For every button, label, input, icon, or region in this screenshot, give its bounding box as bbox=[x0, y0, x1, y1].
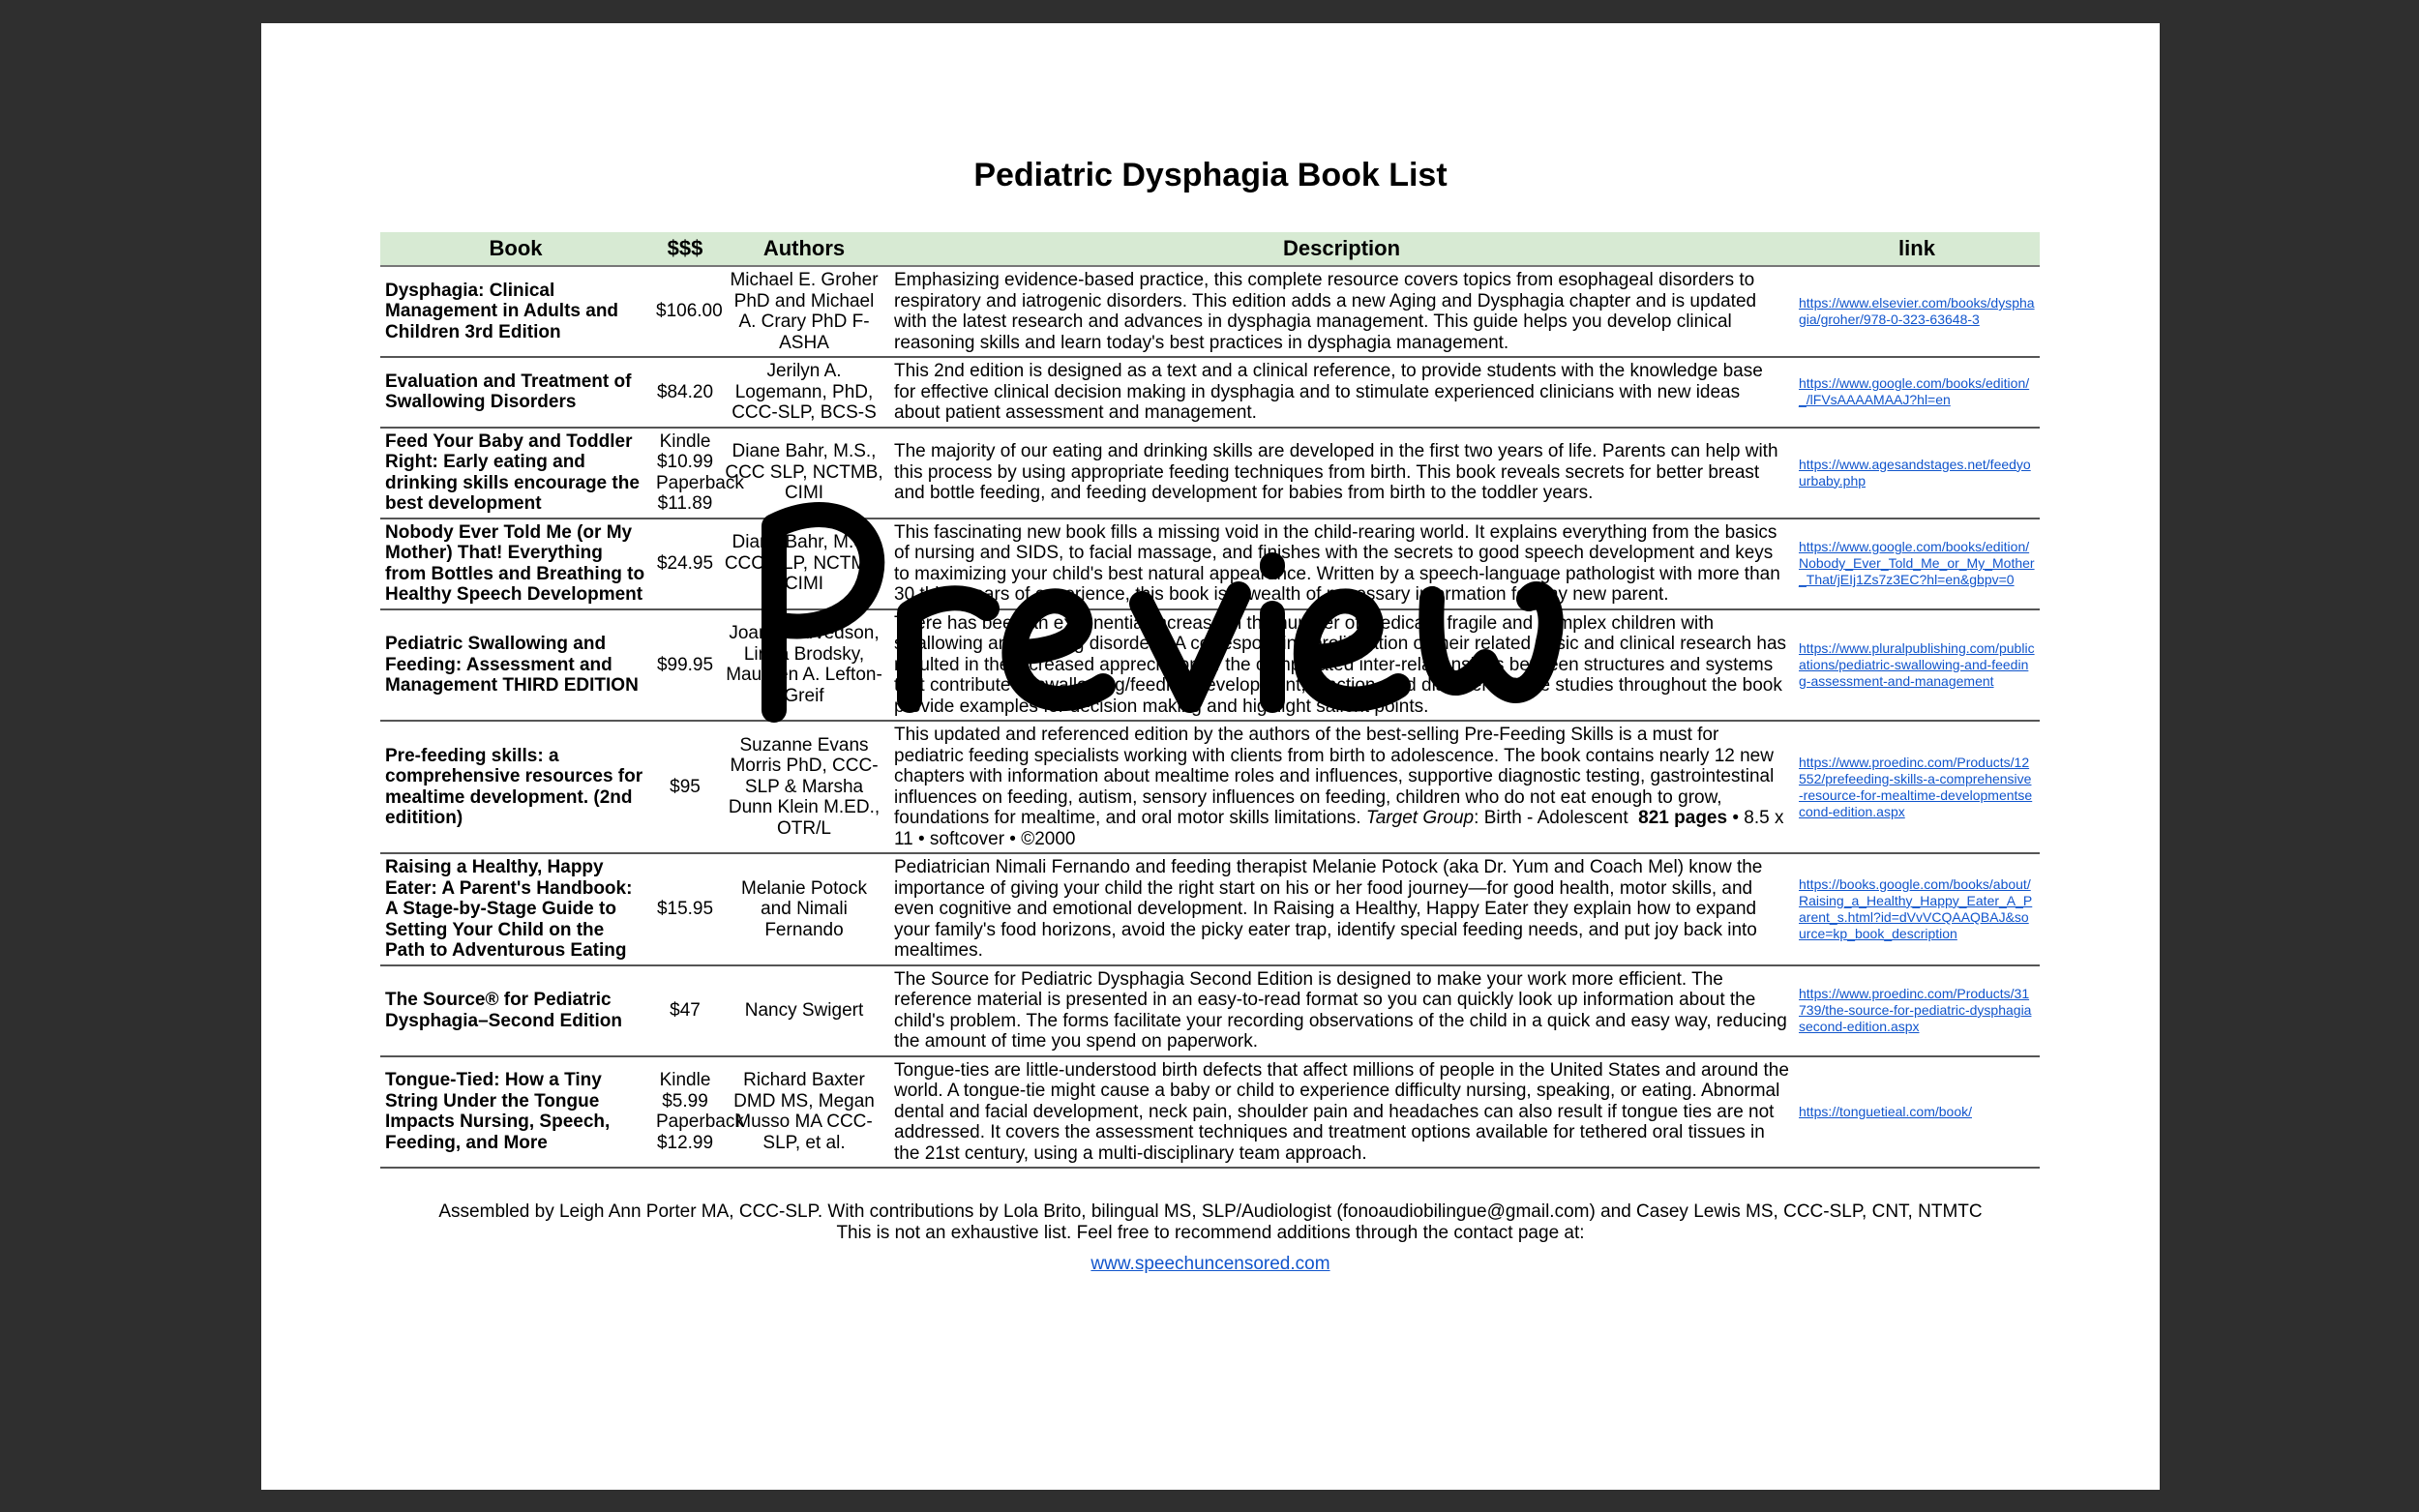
book-price: Kindle $10.99 Paperback $11.89 bbox=[651, 428, 719, 519]
table-row bbox=[380, 609, 2040, 722]
book-link-cell bbox=[1794, 519, 2040, 609]
book-authors: Richard Baxter DMD MS, Megan Musso MA CCC-SLP, et al. bbox=[719, 1056, 889, 1169]
book-link-cell bbox=[1794, 428, 2040, 519]
header-book: Book bbox=[380, 232, 651, 266]
book-link[interactable]: https://www.google.com/books/edition/Nobody_Ever_Told_Me_or_My_Mother_That/jEIj1Zs7z3EC?hl=en&gbpv=0 bbox=[1799, 539, 2035, 587]
book-description: Emphasizing evidence-based practice, this complete resource covers topics from esophageal disorders to respiratory and iatrogenic disorders. This edition adds a new Aging and Dysphagia chapter and is updated with the latest research and advances in dysphagia management. This guide helps you develop clinical reasoning skills and learn today's best practices in dysphagia management. bbox=[889, 266, 1794, 357]
book-title: Feed Your Baby and Toddler Right: Early eating and drinking skills encourage the best development bbox=[380, 428, 651, 519]
book-link[interactable]: https://books.google.com/books/about/Raising_a_Healthy_Happy_Eater_A_Parent_s.html?id=dVvVCQAAQBAJ&source=kp_book_description bbox=[1799, 875, 2033, 941]
book-link[interactable]: https://www.proedinc.com/Products/12552/prefeeding-skills-a-comprehensive-resource-for-mealtime-developmentsecond-edition.aspx bbox=[1799, 754, 2033, 819]
book-description: Tongue-ties are little-understood birth defects that affect millions of people in the United States and around the world. A tongue-tie might cause a baby or child to experience difficulty nursing, speaking, or eating. Abnormal dental and facial development, neck pain, shoulder pain and headaches can also result if tongue ties are not addressed. It covers the assessment techniques and treatment options available for tethered oral tissues in the 21st century, using a multi-disciplinary team approach. bbox=[889, 1056, 1794, 1169]
book-link-cell bbox=[1794, 1056, 2040, 1169]
table-row bbox=[380, 853, 2040, 965]
header-authors: Authors bbox=[719, 232, 889, 266]
book-description: This 2nd edition is designed as a text and a clinical reference, to provide students with the knowledge base for effective clinical decision making in dysphagia and to stimulate experienced clinicians with new ideas about patient assessment and management. bbox=[889, 357, 1794, 428]
footer bbox=[261, 1201, 2160, 1275]
table-row bbox=[380, 266, 2040, 357]
header-link: link bbox=[1794, 232, 2040, 266]
book-authors: Nancy Swigert bbox=[719, 965, 889, 1056]
book-authors: Diane Bahr, M.S., CCC SLP, NCTMB, CIMI bbox=[719, 428, 889, 519]
table-row bbox=[380, 1056, 2040, 1169]
book-title: Tongue-Tied: How a Tiny String Under the Tongue Impacts Nursing, Speech, Feeding, and More bbox=[380, 1056, 651, 1169]
book-description: Pediatrician Nimali Fernando and feeding therapist Melanie Potock (aka Dr. Yum and Coach Mel) know the importance of giving your child the right start on his or her food journey—for good health, motor skills, and even cognitive and emotional development. In Raising a Healthy, Happy Eater they explain how to expand your family's food horizons, avoid the picky eater trap, identify special feeding needs, and put joy back into mealtimes. bbox=[889, 853, 1794, 965]
book-link-cell bbox=[1794, 266, 2040, 357]
book-link[interactable]: https://www.elsevier.com/books/dysphagia/groher/978-0-323-63648-3 bbox=[1799, 295, 2035, 327]
book-title: Dysphagia: Clinical Management in Adults and Children 3rd Edition bbox=[380, 266, 651, 357]
book-link-cell bbox=[1794, 853, 2040, 965]
book-price: $106.00 bbox=[651, 266, 719, 357]
book-link[interactable]: https://www.agesandstages.net/feedyourbaby.php bbox=[1799, 456, 2031, 489]
header-price: $$$ bbox=[651, 232, 719, 266]
table-row bbox=[380, 519, 2040, 609]
table-row bbox=[380, 357, 2040, 428]
book-link[interactable]: https://www.pluralpublishing.com/publications/pediatric-swallowing-and-feeding-assessment-and-management bbox=[1799, 639, 2035, 689]
book-title: Pre-feeding skills: a comprehensive resources for mealtime development. (2nd editition) bbox=[380, 721, 651, 853]
book-description: There has been an exponential increase in the number of medically fragile and complex children with swallowing and feeding disorders. A corresponding proliferation of their related basic and clinical research has resulted in the increased appreciation of the complicated inter-relationships between structures and systems that contribute to swallowing/feeding development, function, and disorders. Case studies throughout the book provide examples for decision making and highlight salient points. bbox=[889, 609, 1794, 722]
book-link-cell bbox=[1794, 721, 2040, 853]
table-header-row bbox=[380, 232, 2040, 266]
book-link[interactable]: https://tonguetieal.com/book/ bbox=[1799, 1103, 1972, 1119]
book-link[interactable]: https://www.google.com/books/edition/_/lFVsAAAAMAAJ?hl=en bbox=[1799, 375, 2030, 408]
book-link[interactable]: https://www.proedinc.com/Products/31739/the-source-for-pediatric-dysphagiasecond-edition.aspx bbox=[1799, 986, 2032, 1034]
table-row bbox=[380, 721, 2040, 853]
book-description: The majority of our eating and drinking skills are developed in the first two years of life. Parents can help with this process by using appropriate feeding techniques from birth. This book reveals secrets for better breast and bottle feeding, and feeding development for babies from birth to the toddler years. bbox=[889, 428, 1794, 519]
footer-credits: Assembled by Leigh Ann Porter MA, CCC-SLP. With contributions by Lola Brito, bilingual MS, SLP/Audiologist (fonoaudiobilingue@gmail.com) and Casey Lewis MS, CCC-SLP, CNT, NTMTC bbox=[438, 1201, 1983, 1222]
book-description: This updated and referenced edition by the authors of the best-selling Pre-Feeding Skills is a must for pediatric feeding specialists working with clients from birth to adolescence. The book contains nearly 12 new chapters with information about mealtime roles and influences, supportive diagnostic testing, gastrointestinal influences on feeding, autism, sensory influences on feeding, children who do not eat enough to grow, foundations for mealtime, and oral motor skills limitations. Target Group: Birth - Adolescent 821 pages • 8.5 x 11 • softcover • ©2000 bbox=[889, 721, 1794, 853]
header-description: Description bbox=[889, 232, 1794, 266]
book-title: The Source® for Pediatric Dysphagia–Second Edition bbox=[380, 965, 651, 1056]
footer-note: This is not an exhaustive list. Feel free to recommend additions through the contact page at: bbox=[836, 1223, 1585, 1243]
page-title: Pediatric Dysphagia Book List bbox=[973, 157, 1448, 193]
book-title: Nobody Ever Told Me (or My Mother) That! Everything from Bottles and Breathing to Healthy Speech Development bbox=[380, 519, 651, 609]
book-link-cell bbox=[1794, 609, 2040, 722]
book-authors: Joan C. Arvedson, Linda Brodsky, Maureen A. Lefton-Greif bbox=[719, 609, 889, 722]
book-price: $84.20 bbox=[651, 357, 719, 428]
book-price: $47 bbox=[651, 965, 719, 1056]
book-description: The Source for Pediatric Dysphagia Second Edition is designed to make your work more efficient. The reference material is presented in an easy-to-read format so you can quickly look up information about the child's problem. The forms facilitate your recording observations of the child in a quick and easy way, reducing the amount of time you spend on paperwork. bbox=[889, 965, 1794, 1056]
book-price: $15.95 bbox=[651, 853, 719, 965]
book-link-cell bbox=[1794, 965, 2040, 1056]
book-price: $95 bbox=[651, 721, 719, 853]
book-table bbox=[380, 232, 2040, 1169]
table-row bbox=[380, 965, 2040, 1056]
book-title: Evaluation and Treatment of Swallowing Disorders bbox=[380, 357, 651, 428]
book-authors: Jerilyn A. Logemann, PhD, CCC-SLP, BCS-S bbox=[719, 357, 889, 428]
book-authors: Michael E. Groher PhD and Michael A. Crary PhD F-ASHA bbox=[719, 266, 889, 357]
website-link[interactable]: www.speechuncensored.com bbox=[1090, 1254, 1330, 1274]
book-title: Pediatric Swallowing and Feeding: Assessment and Management THIRD EDITION bbox=[380, 609, 651, 722]
book-link-cell bbox=[1794, 357, 2040, 428]
book-price: $99.95 bbox=[651, 609, 719, 722]
table-row bbox=[380, 428, 2040, 519]
book-price: Kindle $5.99 Paperback $12.99 bbox=[651, 1056, 719, 1169]
book-authors: Suzanne Evans Morris PhD, CCC-SLP & Marsha Dunn Klein M.ED., OTR/L bbox=[719, 721, 889, 853]
book-price: $24.95 bbox=[651, 519, 719, 609]
book-description: This fascinating new book fills a missing void in the child-rearing world. It explains everything from the basics of nursing and SIDS, to facial massage, and finishes with the secrets to good speech development and keys to maximizing your child's best natural appearance. Written by a speech-language pathologist with more than 30 thirty years of experience, this book is a wealth of necessary information for any new parent. bbox=[889, 519, 1794, 609]
book-authors: Melanie Potock and Nimali Fernando bbox=[719, 853, 889, 965]
book-title: Raising a Healthy, Happy Eater: A Parent's Handbook: A Stage-by-Stage Guide to Setting Your Child on the Path to Adventurous Eating bbox=[380, 853, 651, 965]
document-page bbox=[261, 23, 2160, 1490]
book-authors: Diane Bahr, M.S., CCC-SLP, NCTMB, CIMI bbox=[719, 519, 889, 609]
